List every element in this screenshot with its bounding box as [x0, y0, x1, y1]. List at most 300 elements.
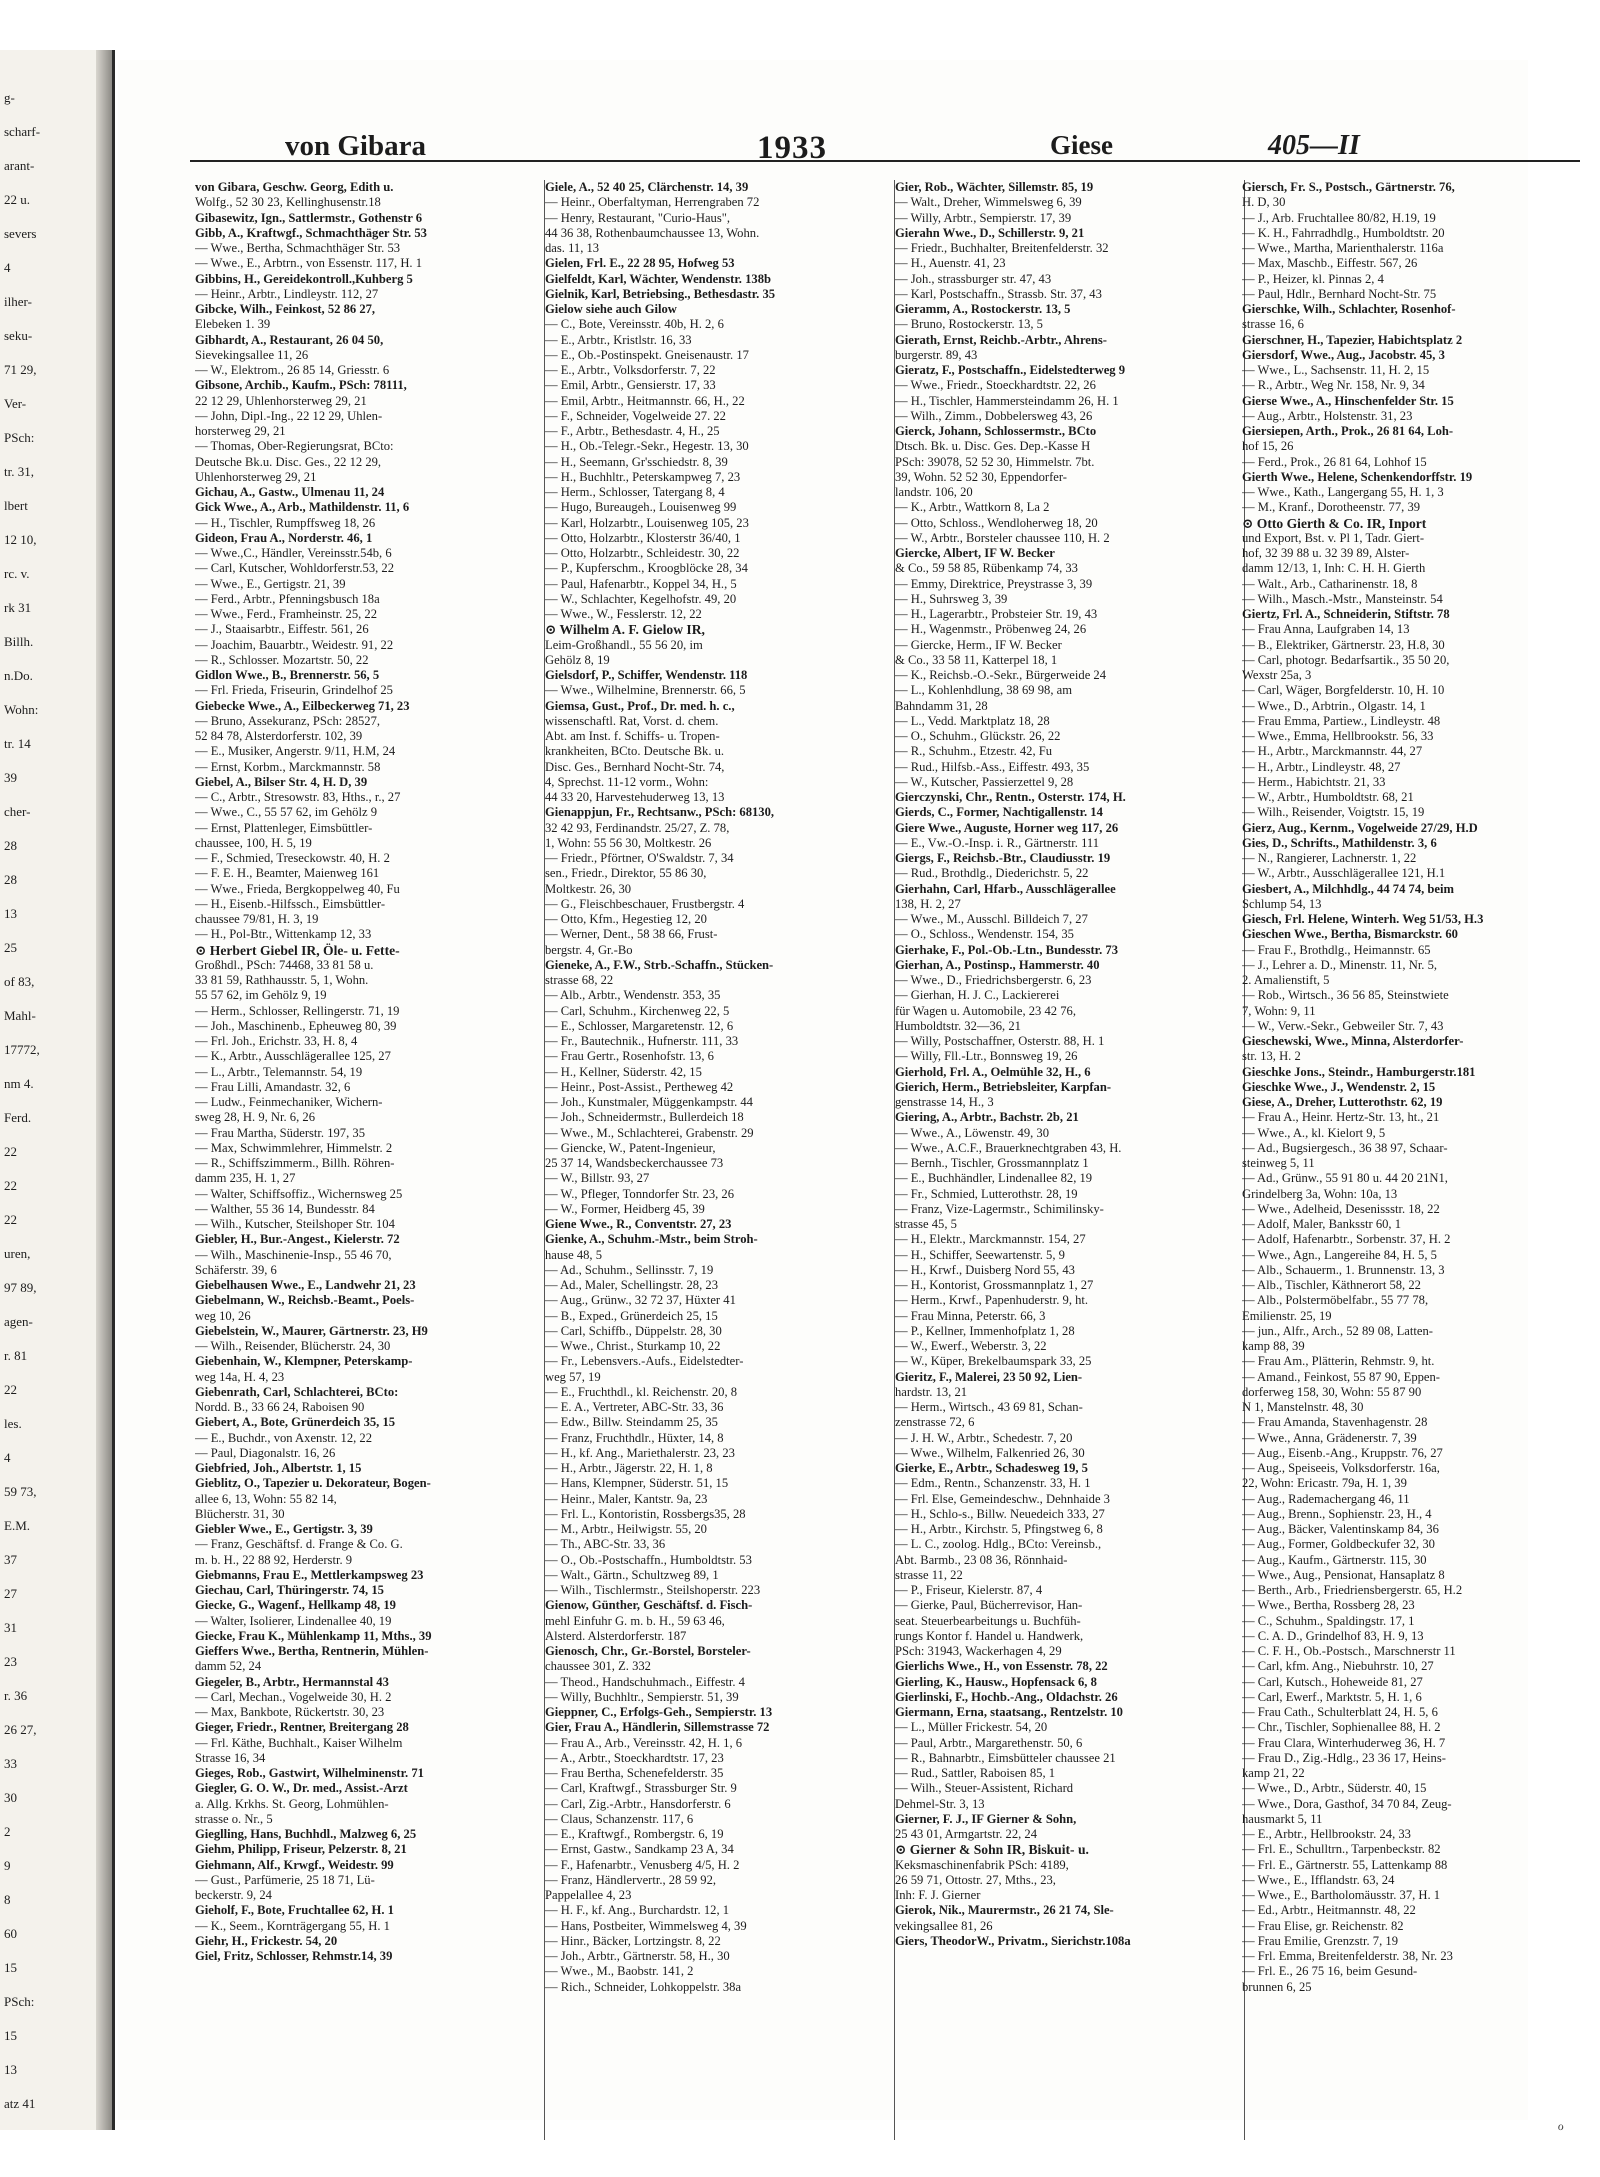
- directory-entry: — R., Schlosser. Mozartstr. 50, 22: [195, 652, 369, 667]
- directory-entry: Gieges, Rob., Gastwirt, Wilhelminenstr. 71: [195, 1766, 424, 1780]
- directory-entry: — W., Kutscher, Passierzettel 9, 28: [895, 774, 1074, 789]
- previous-page-line: 22: [4, 1178, 17, 1193]
- directory-entry: — Frau Minna, Peterstr. 66, 3: [895, 1308, 1046, 1323]
- directory-entry: — Carl, Zig.-Arbtr., Hansdorferstr. 6: [545, 1796, 731, 1811]
- directory-entry: — Aug., Former, Goldbeckufer 32, 30: [1242, 1537, 1435, 1552]
- directory-entry: — Wwe., Friedr., Stoeckhardtstr. 22, 26: [895, 378, 1096, 393]
- directory-entry: kamp 21, 22: [1242, 1766, 1305, 1780]
- directory-entry: — Wilh., Reisender, Blücherstr. 24, 30: [195, 1339, 391, 1353]
- directory-entry: — Rud., Hilfsb.-Ass., Eiffestr. 493, 35: [895, 759, 1090, 774]
- directory-entry: — Franz, Fruchthdlr., Hüxter, 14, 8: [545, 1430, 724, 1445]
- previous-page-line: 30: [4, 1790, 17, 1805]
- directory-entry: — K. H., Fahrradhdlg., Humboldtstr. 20: [1242, 225, 1445, 240]
- directory-entry: — Chr., Tischler, Sophienallee 88, H. 2: [1242, 1720, 1441, 1735]
- directory-entry: — W., Schlachter, Kegelhofstr. 49, 20: [545, 591, 737, 606]
- directory-entry: Gienosch, Chr., Gr.-Borstel, Borsteler-: [545, 1644, 751, 1658]
- directory-entry: — Willy, Arbtr., Sempierstr. 17, 39: [895, 210, 1072, 225]
- directory-entry: — H., Suhrsweg 3, 39: [895, 591, 1008, 606]
- directory-entry: — Berth., Arb., Friedriensbergerstr. 65, H.2: [1242, 1583, 1463, 1597]
- directory-entry: chaussee 301, Z. 332: [545, 1659, 651, 1674]
- directory-entry: 138, H. 2, 27: [895, 896, 961, 911]
- directory-entry: — Joh., Maschinenb., Epheuweg 80, 39: [195, 1018, 397, 1033]
- directory-entry: — Wwe., Martha, Marienthalerstr. 116a: [1242, 241, 1444, 255]
- directory-entry: Gierds, C., Former, Nachtigallenstr. 14: [895, 805, 1103, 820]
- directory-entry: PSch: 39078, 52 52 30, Himmelstr. 7bt.: [895, 454, 1095, 469]
- directory-entry: 26 59 71, Ottostr. 27, Mths., 23,: [895, 1872, 1056, 1887]
- previous-page-line: atz 41: [4, 2096, 36, 2111]
- directory-entry: — Wilh., Maschinenie-Insp., 55 46 70,: [195, 1247, 392, 1262]
- directory-entry: — K., Arbtr., Ausschlägerallee 125, 27: [195, 1049, 391, 1064]
- previous-page-line: 13: [4, 906, 17, 921]
- directory-entry: steinweg 5, 11: [1242, 1156, 1315, 1170]
- directory-entry: — C., Bote, Vereinsstr. 40b, H. 2, 6: [545, 317, 724, 332]
- directory-entry: — J. H. W., Arbtr., Schedestr. 7, 20: [895, 1430, 1073, 1445]
- directory-entry: — Frau F., Brothdlg., Heimannstr. 65: [1242, 942, 1431, 957]
- directory-entry: — Frl. E., Schulltrn., Tarpenbeckstr. 82: [1242, 1842, 1441, 1857]
- directory-entry: — Gierhan, H. J. C., Lackiererei: [895, 988, 1060, 1003]
- directory-entry: — Walter, Schiffsoffiz., Wichernsweg 25: [195, 1186, 403, 1201]
- previous-page-line: 26 27,: [4, 1722, 37, 1737]
- directory-entry: — F. E. H., Beamter, Maienweg 161: [195, 866, 380, 881]
- previous-page-line: r. 36: [4, 1688, 28, 1703]
- previous-page-line: scharf-: [4, 124, 41, 139]
- directory-entry: — H., Arbtr., Kirchstr. 5, Pfingstweg 6, 8: [895, 1522, 1103, 1536]
- directory-entry: Blücherstr. 31, 30: [195, 1506, 285, 1521]
- directory-entry: 22 12 29, Uhlenhorsterweg 29, 21: [195, 393, 367, 408]
- directory-entry: Giersch, Fr. S., Postsch., Gärtnerstr. 76,: [1242, 180, 1455, 194]
- directory-entry: — Willy, Postschaffner, Osterstr. 88, H. 1: [895, 1034, 1105, 1048]
- directory-entry: — Carl, Mechan., Vogelweide 30, H. 2: [195, 1689, 392, 1704]
- directory-entry: — Herm., Krwf., Papenhuderstr. 9, ht.: [895, 1293, 1089, 1308]
- directory-entry: — Aug., Brenn., Sophienstr. 23, H., 4: [1242, 1506, 1432, 1521]
- directory-entry: — Wilh., Steuer-Assistent, Richard: [895, 1781, 1074, 1796]
- directory-entry: — Wwe., Dora, Gasthof, 34 70 84, Zeug-: [1242, 1796, 1452, 1811]
- directory-entry: — W., Arbtr., Borsteler chaussee 110, H. 2: [895, 530, 1110, 545]
- directory-entry: — Aug., Bäcker, Valentinskamp 84, 36: [1242, 1522, 1439, 1536]
- directory-entry: — John, Dipl.-Ing., 22 12 29, Uhlen-: [195, 408, 383, 423]
- directory-entry: — Ernst, Gastw., Sandkamp 23 A, 34: [545, 1842, 734, 1857]
- directory-entry: — Rich., Schneider, Lohkoppelstr. 38a: [545, 1979, 742, 1994]
- directory-entry: Gidlon Wwe., B., Brennerstr. 56, 5: [195, 668, 380, 682]
- directory-entry: Abt. am Inst. f. Schiffs- u. Tropen-: [545, 729, 720, 743]
- directory-entry: — B., Exped., Grünerdeich 25, 15: [545, 1308, 718, 1323]
- directory-entry: — Franz, Geschäftsf. d. Frange & Co. G.: [195, 1537, 403, 1552]
- directory-entry: — Friedr., Buchhalter, Breitenfelderstr. 32: [895, 241, 1109, 255]
- directory-entry: Giehr, H., Frickestr. 54, 20: [195, 1933, 338, 1948]
- directory-entry: — Heinr., Oberfaltyman, Herrengraben 72: [545, 195, 760, 210]
- directory-entry: Gieger, Friedr., Rentner, Breitergang 28: [195, 1720, 409, 1735]
- directory-entry: m. b. H., 22 88 92, Herderstr. 9: [195, 1552, 353, 1567]
- directory-entry: — Wwe., E., Ifflandstr. 63, 24: [1242, 1872, 1395, 1887]
- directory-entry: — Thomas, Ober-Regierungsrat, BCto:: [195, 439, 394, 454]
- directory-entry: — Gust., Parfümerie, 25 18 71, Lü-: [195, 1872, 375, 1887]
- header-page-number: 405—II: [1268, 130, 1360, 161]
- directory-entry: — Wwe., D., Friedrichsbergerstr. 6, 23: [895, 973, 1092, 987]
- directory-entry: — Gierke, Paul, Bücherrevisor, Han-: [895, 1598, 1083, 1613]
- directory-entry: — Hinr., Bäcker, Lortzingstr. 8, 22: [545, 1933, 721, 1948]
- directory-entry: ⊙ Wilhelm A. F. Gielow IR,: [545, 622, 705, 638]
- previous-page-strip: [0, 50, 115, 2130]
- directory-entry: genstrasse 14, H., 3: [895, 1095, 994, 1109]
- directory-entry: — Otto, Holzarbtr., Klosterstr 36/40, 1: [545, 530, 741, 545]
- directory-entry: — Carl, Kraftwgf., Strassburger Str. 9: [545, 1781, 737, 1796]
- previous-page-line: 22: [4, 1144, 17, 1159]
- directory-entry: 44 36 38, Rothenbaumchaussee 13, Wohn.: [545, 225, 760, 240]
- previous-page-line: n.Do.: [4, 668, 33, 683]
- previous-page-line: 71 29,: [4, 362, 37, 377]
- previous-page-line: Wohn:: [4, 702, 39, 717]
- directory-entry: — Herm., Habichtstr. 21, 33: [1242, 774, 1386, 789]
- directory-entry: Giering, A., Arbtr., Bachstr. 2b, 21: [895, 1110, 1079, 1125]
- directory-entry: Giermann, Erna, staatsang., Rentzelstr. 10: [895, 1705, 1123, 1719]
- previous-page-line: 28: [4, 872, 17, 887]
- directory-entry: hause 48, 5: [545, 1247, 603, 1262]
- directory-entry: damm 12/13, 1, Inh: C. H. H. Gierth: [1242, 561, 1426, 576]
- directory-entry: — L., Vedd. Marktplatz 18, 28: [895, 713, 1050, 728]
- directory-entry: — Frau Cath., Schulterblatt 24, H. 5, 6: [1242, 1705, 1438, 1719]
- directory-entry: — P., Kellner, Immenhofplatz 1, 28: [895, 1323, 1075, 1338]
- directory-entry: — Wwe., A.C.F., Brauerknechtgraben 43, H.: [895, 1140, 1122, 1155]
- directory-entry: vekingsallee 81, 26: [895, 1918, 993, 1933]
- previous-page-line: rk 31: [4, 600, 32, 615]
- directory-entry: — Wwe., Frieda, Bergkoppelweg 40, Fu: [195, 881, 400, 896]
- directory-entry: — Wwe., M., Baobstr. 141, 2: [545, 1964, 694, 1979]
- directory-entry: — W., Verw.-Sekr., Gebweiler Str. 7, 43: [1242, 1018, 1444, 1033]
- directory-entry: dorferweg 158, 30, Wohn: 55 87 90: [1242, 1384, 1422, 1399]
- directory-entry: — Wilh., Zimm., Dobbelersweg 43, 26: [895, 408, 1093, 423]
- directory-entry: — H., Tischler, Rumpffsweg 18, 26: [195, 515, 376, 530]
- directory-entry: — Max, Maschb., Eiffestr. 567, 26: [1242, 256, 1418, 271]
- directory-entry: Gick Wwe., A., Arb., Mathildenstr. 11, 6: [195, 500, 410, 515]
- directory-entry: Großhdl., PSch: 74468, 33 81 58 u.: [195, 957, 374, 972]
- directory-entry: — Hans, Klempner, Süderstr. 51, 15: [545, 1476, 729, 1491]
- directory-entry: — Claus, Schanzenstr. 117, 6: [545, 1811, 694, 1826]
- directory-entry: Giere Wwe., Auguste, Horner weg 117, 26: [895, 820, 1119, 835]
- column-1: [195, 180, 540, 1964]
- directory-entry: — Paul, Arbtr., Margarethenstr. 50, 6: [895, 1735, 1083, 1750]
- directory-entry: Abt. Barmb., 23 08 36, Rönnhaid-: [895, 1552, 1068, 1567]
- directory-entry: — H., Elektr., Marckmannstr. 154, 27: [895, 1232, 1086, 1247]
- directory-entry: — Frl. Emma, Breitenfelderstr. 38, Nr. 23: [1242, 1949, 1453, 1963]
- directory-entry: Gier, Frau A., Händlerin, Sillemstrasse 72: [545, 1720, 770, 1735]
- previous-page-line: 15: [4, 2028, 17, 2043]
- directory-entry: Gierok, Nik., Maurermstr., 26 21 74, Sle-: [895, 1903, 1114, 1918]
- directory-entry: — W., Elektrom., 26 85 14, Griesstr. 6: [195, 363, 390, 377]
- directory-entry: Giebelhausen Wwe., E., Landwehr 21, 23: [195, 1278, 416, 1292]
- directory-entry: — Wwe., D., Arbtr., Süderstr. 40, 15: [1242, 1781, 1427, 1796]
- directory-entry: — H. F., kf. Ang., Burchardstr. 12, 1: [545, 1903, 730, 1918]
- directory-entry: — H., Auenstr. 41, 23: [895, 256, 1006, 271]
- directory-entry: — R., Bahnarbtr., Eimsbütteler chaussee 21: [895, 1750, 1116, 1765]
- directory-entry: — P., Kupferschm., Kroogblöcke 28, 34: [545, 561, 748, 576]
- directory-entry: Giese, A., Dreher, Lutterothstr. 62, 19: [1242, 1095, 1443, 1109]
- directory-entry: sweg 28, H. 9, Nr. 6, 26: [195, 1110, 315, 1125]
- directory-entry: ⊙ Gierner & Sohn IR, Biskuit- u.: [895, 1842, 1089, 1858]
- directory-entry: — H., Schlo-s., Billw. Neuedeich 333, 27: [895, 1506, 1105, 1521]
- directory-entry: — W., Arbtr., Humboldtstr. 68, 21: [1242, 790, 1414, 804]
- directory-entry: — K., Arbtr., Wattkorn 8, La 2: [895, 500, 1050, 515]
- directory-entry: — Amand., Feinkost, 55 87 90, Eppen-: [1242, 1369, 1440, 1384]
- directory-entry: Giersiepen, Arth., Prok., 26 81 64, Loh-: [1242, 424, 1454, 438]
- directory-entry: Grindelberg 3a, Wohn: 10a, 13: [1242, 1186, 1398, 1201]
- previous-page-line: Mahl-: [4, 1008, 36, 1023]
- directory-entry: — Carl, Wäger, Borgfelderstr. 10, H. 10: [1242, 683, 1445, 698]
- directory-entry: Gies, D., Schrifts., Mathildenstr. 3, 6: [1242, 835, 1437, 850]
- directory-entry: — R., Arbtr., Weg Nr. 158, Nr. 9, 34: [1242, 378, 1425, 393]
- directory-entry: Giesbert, A., Milchhdlg., 44 74 74, beim: [1242, 881, 1454, 896]
- directory-entry: — Heinr., Maler, Kantstr. 9a, 23: [545, 1491, 708, 1506]
- directory-entry: mehl Einfuhr G. m. b. H., 59 63 46,: [545, 1613, 725, 1628]
- directory-entry: — Aug., Grünw., 32 72 37, Hüxter 41: [545, 1293, 736, 1308]
- directory-entry: — Carl, Schiffb., Düppelstr. 28, 30: [545, 1323, 722, 1338]
- previous-page-line: g-: [4, 90, 15, 105]
- directory-entry: — Wwe., Anna, Grädenerstr. 7, 39: [1242, 1430, 1417, 1445]
- directory-entry: — C. F. H., Ob.-Postsch., Marschnerstr 11: [1242, 1644, 1456, 1658]
- directory-entry: Giebecke Wwe., A., Eilbeckerweg 71, 23: [195, 698, 410, 713]
- directory-entry: landstr. 106, 20: [895, 485, 973, 499]
- directory-entry: — Frl. Joh., Erichstr. 33, H. 8, 4: [195, 1034, 358, 1048]
- directory-entry: — Karl, Postschaffn., Strassb. Str. 37, 43: [895, 286, 1102, 301]
- directory-entry: Gieschewski, Wwe., Minna, Alsterdorfer-: [1242, 1034, 1464, 1048]
- directory-entry: — Paul, Hdlr., Bernhard Nocht-Str. 75: [1242, 286, 1437, 301]
- directory-entry: — Carl, Kutsch., Hoheweide 81, 27: [1242, 1674, 1423, 1689]
- column-3: [895, 180, 1240, 1949]
- directory-entry: Gienow, Günther, Geschäftsf. d. Fisch-: [545, 1598, 753, 1613]
- previous-page-line: 39: [4, 770, 17, 785]
- directory-entry: Gielen, Frl. E., 22 28 95, Hofweg 53: [545, 256, 735, 271]
- directory-entry: — Frau Am., Plätterin, Rehmstr. 9, ht.: [1242, 1354, 1435, 1369]
- directory-entry: Gierlichs Wwe., H., von Essenstr. 78, 22: [895, 1659, 1108, 1674]
- directory-entry: Gielfeldt, Karl, Wächter, Wendenstr. 138b: [545, 271, 771, 286]
- directory-entry: 33 81 59, Rathhausstr. 5, 1, Wohn.: [195, 973, 369, 987]
- directory-entry: — Wwe., M., Ausschl. Billdeich 7, 27: [895, 912, 1088, 926]
- directory-entry: — Wwe., C., 55 57 62, im Gehölz 9: [195, 805, 378, 820]
- directory-entry: Gibbins, H., Gereidekontroll.,Kuhberg 5: [195, 271, 413, 286]
- directory-entry: Gibsone, Archib., Kaufm., PSch: 78111,: [195, 378, 407, 393]
- directory-entry: — Frl. Else, Gemeindeschw., Dehnhaide 3: [895, 1491, 1110, 1506]
- directory-entry: — Henry, Restaurant, "Curio-Haus",: [545, 210, 731, 225]
- previous-page-line: cher-: [4, 804, 31, 819]
- corner-mark: ℴ: [1557, 2119, 1564, 2134]
- directory-entry: 25 37 14, Wandsbeckerchaussee 73: [545, 1156, 724, 1170]
- directory-entry: — Wwe., Agn., Langereihe 84, H. 5, 5: [1242, 1247, 1437, 1262]
- directory-entry: — Joh., Kunstmaler, Müggenkampstr. 44: [545, 1095, 753, 1109]
- directory-entry: Gielnik, Karl, Betriebsing., Bethesdastr. 35: [545, 286, 776, 301]
- directory-entry: — H., Arbtr., Lindleystr. 48, 27: [1242, 759, 1401, 774]
- directory-entry: Gielsdorf, P., Schiffer, Wendenstr. 118: [545, 668, 748, 682]
- directory-entry: Uhlenhorsterweg 29, 21: [195, 469, 317, 484]
- directory-entry: — A., Arbtr., Stoeckhardtstr. 17, 23: [545, 1750, 724, 1765]
- directory-entry: — Ernst, Korbm., Marckmannstr. 58: [195, 759, 381, 774]
- previous-page-line: PSch:: [4, 1994, 35, 2009]
- directory-entry: — Frau Anna, Laufgraben 14, 13: [1242, 622, 1410, 637]
- directory-entry: — C., Arbtr., Stresowstr. 83, Hths., r., 27: [195, 790, 401, 804]
- directory-entry: Disc. Ges., Bernhard Nocht-Str. 74,: [545, 759, 725, 774]
- directory-entry: Gierner, F. J., IF Gierner & Sohn,: [895, 1811, 1077, 1826]
- directory-entry: — Walter, Isolierer, Lindenallee 40, 19: [195, 1613, 392, 1628]
- directory-entry: — Joh., Schneidermstr., Bullerdeich 18: [545, 1110, 744, 1125]
- directory-entry: — Frau D., Zig.-Hdlg., 23 36 17, Heins-: [1242, 1750, 1446, 1765]
- directory-entry: — E., Kraftwgf., Rombergstr. 6, 19: [545, 1827, 724, 1841]
- directory-entry: sen., Friedr., Direktor, 55 86 30,: [545, 866, 707, 881]
- directory-entry: — Wwe., Wilhelmine, Brennerstr. 66, 5: [545, 683, 746, 698]
- directory-entry: — E., Arbtr., Volksdorferstr. 7, 22: [545, 363, 716, 377]
- directory-entry: — Wwe., E., Arbtrn., von Essenstr. 117, H. 1: [195, 256, 423, 271]
- directory-entry: — N., Rangierer, Lachnerstr. 1, 22: [1242, 851, 1417, 865]
- directory-entry: Gehölz 8, 19: [545, 652, 610, 667]
- directory-entry: für Wagen u. Automobile, 23 42 76,: [895, 1003, 1076, 1018]
- directory-entry: — Walt., Arb., Catharinenstr. 18, 8: [1242, 576, 1418, 591]
- previous-page-line: 33: [4, 1756, 17, 1771]
- directory-entry: — Paul, Diagonalstr. 16, 26: [195, 1445, 336, 1460]
- directory-entry: — E., Fruchthdl., kl. Reichenstr. 20, 8: [545, 1384, 738, 1399]
- directory-entry: — Ferd., Arbtr., Pfenningsbusch 18a: [195, 591, 380, 606]
- directory-entry: — Frau Bertha, Schenefelderstr. 35: [545, 1766, 724, 1780]
- directory-entry: Moltkestr. 26, 30: [545, 881, 632, 896]
- directory-entry: — Otto, Kfm., Hegestieg 12, 20: [545, 912, 707, 926]
- directory-entry: — Carl, Kutscher, Wohldorferstr.53, 22: [195, 561, 395, 576]
- directory-entry: — Walt., Gärtn., Schultzweg 89, 1: [545, 1567, 719, 1582]
- directory-entry: — Herm., Wirtsch., 43 69 81, Schan-: [895, 1400, 1083, 1414]
- directory-entry: Giehm, Philipp, Friseur, Pelzerstr. 8, 21: [195, 1842, 407, 1857]
- column-2: [545, 180, 890, 1995]
- directory-entry: — Wwe., Emma, Hellbrookstr. 56, 33: [1242, 729, 1434, 743]
- directory-entry: — Emmy, Direktrice, Preystrasse 3, 39: [895, 576, 1093, 591]
- directory-entry: — B., Elektriker, Gärtnerstr. 23, H.8, 30: [1242, 637, 1445, 652]
- directory-entry: — Carl, Schuhm., Kirchenweg 22, 5: [545, 1003, 730, 1018]
- directory-entry: — E., Vw.-O.-Insp. i. R., Gärtnerstr. 111: [895, 835, 1100, 850]
- directory-entry: — Wwe., Kath., Langergang 55, H. 1, 3: [1242, 485, 1444, 499]
- directory-entry: — H., Tischler, Hammersteindamm 26, H. 1: [895, 393, 1119, 408]
- previous-page-line: of 83,: [4, 974, 35, 989]
- directory-entry: — H., Krwf., Duisberg Nord 55, 43: [895, 1262, 1075, 1277]
- directory-entry: — Franz, Händlervertr., 28 59 92,: [545, 1872, 717, 1887]
- directory-entry: — C., Schuhm., Spaldingstr. 17, 1: [1242, 1613, 1415, 1628]
- previous-page-line: 15: [4, 1960, 17, 1975]
- previous-page-line: Ver-: [4, 396, 27, 411]
- directory-entry: allee 6, 13, Wohn: 55 82 14,: [195, 1491, 337, 1506]
- directory-entry: Giebler Wwe., E., Gertigstr. 3, 39: [195, 1522, 373, 1536]
- directory-entry: — Joh., strassburger str. 47, 43: [895, 271, 1052, 286]
- directory-entry: Bahndamm 31, 28: [895, 698, 988, 713]
- previous-page-line: 8: [4, 1892, 11, 1907]
- previous-page-line: 22 u.: [4, 192, 30, 207]
- previous-page-line: 97 89,: [4, 1280, 37, 1295]
- directory-entry: — H., Eisenb.-Hilfssch., Eimsbüttler-: [195, 896, 386, 911]
- directory-entry: — Frau Amanda, Stavenhagenstr. 28: [1242, 1415, 1428, 1430]
- directory-entry: Gierath, Ernst, Reichb.-Arbtr., Ahrens-: [895, 332, 1107, 347]
- directory-entry: Gierth Wwe., Helene, Schenkendorffstr. 19: [1242, 469, 1473, 484]
- directory-entry: Gieschen Wwe., Bertha, Bismarckstr. 60: [1242, 927, 1458, 942]
- directory-entry: — Otto, Holzarbtr., Schleidestr. 30, 22: [545, 546, 740, 560]
- directory-entry: Dehmel-Str. 3, 13: [895, 1796, 985, 1811]
- directory-entry: — jun., Alfr., Arch., 52 89 08, Latten-: [1242, 1323, 1433, 1338]
- previous-page-line: lbert: [4, 498, 28, 513]
- directory-entry: horsterweg 29, 21: [195, 424, 286, 438]
- directory-entry: — Wilh., Tischlermstr., Steilshoperstr. 223: [545, 1583, 761, 1597]
- directory-entry: — Paul, Hafenarbtr., Koppel 34, H., 5: [545, 576, 737, 591]
- directory-entry: Giecke, G., Wagenf., Hellkamp 48, 19: [195, 1598, 396, 1613]
- directory-entry: — Frau Lilli, Amandastr. 32, 6: [195, 1079, 351, 1094]
- directory-entry: — Max, Bankbote, Rückertstr. 30, 23: [195, 1705, 385, 1719]
- directory-entry: Giertz, Frl. A., Schneiderin, Stiftstr. 78: [1242, 607, 1450, 621]
- directory-entry: — H., Arbtr., Jägerstr. 22, H. 1, 8: [545, 1461, 713, 1475]
- directory-entry: Gieschke Jons., Steindr., Hamburgerstr.181: [1242, 1064, 1476, 1079]
- directory-entry: strasse 68, 22: [545, 973, 614, 987]
- directory-entry: — L., Müller Frickestr. 54, 20: [895, 1720, 1048, 1735]
- directory-entry: — Walt., Dreher, Wimmelsweg 6, 39: [895, 195, 1082, 210]
- directory-entry: Gierhahn, Carl, Hfarb., Ausschlägerallee: [895, 881, 1116, 896]
- directory-entry: — Wwe., Ferd., Framheinstr. 25, 22: [195, 607, 378, 621]
- directory-entry: — Wwe., Adelheid, Desenissstr. 18, 22: [1242, 1201, 1440, 1216]
- directory-entry: Gierhold, Frl. A., Oelmühle 32, H., 6: [895, 1064, 1091, 1079]
- directory-entry: — W., Ewerf., Weberstr. 3, 22: [895, 1339, 1047, 1353]
- directory-entry: — Wwe., M., Schlachterei, Grabenstr. 29: [545, 1125, 754, 1140]
- previous-page-line: tr. 31,: [4, 464, 34, 479]
- previous-page-line: 60: [4, 1926, 17, 1941]
- directory-entry: — W., Arbtr., Ausschlägerallee 121, H.1: [1242, 866, 1446, 881]
- directory-entry: Gienke, A., Schuhm.-Mstr., beim Stroh-: [545, 1232, 758, 1247]
- directory-entry: hof, 32 39 88 u. 32 39 89, Alster-: [1242, 546, 1410, 560]
- directory-entry: 1, Wohn: 55 56 30, Moltkestr. 26: [545, 835, 712, 850]
- directory-entry: Gichau, A., Gastw., Ulmenau 11, 24: [195, 485, 385, 499]
- directory-entry: Gielow siehe auch Gilow: [545, 302, 677, 316]
- directory-entry: — Franz, Vize-Lagermstr., Schimilinsky-: [895, 1201, 1104, 1216]
- directory-entry: — Ad., Bugsiergesch., 36 38 97, Schaar-: [1242, 1140, 1448, 1155]
- directory-entry: Deutsche Bk.u. Disc. Ges., 22 12 29,: [195, 454, 382, 469]
- directory-entry: seat. Steuerbearbeitungs u. Buchfüh-: [895, 1613, 1081, 1628]
- directory-entry: — Wwe.,C., Händler, Vereinsstr.54b, 6: [195, 546, 392, 560]
- directory-entry: Gieritz, F., Malerei, 23 50 92, Lien-: [895, 1369, 1083, 1384]
- previous-page-line: 2: [4, 1824, 11, 1839]
- directory-entry: 25 43 01, Armgartstr. 22, 24: [895, 1827, 1038, 1841]
- directory-entry: Gierling, K., Hausw., Hopfensack 6, 8: [895, 1674, 1097, 1689]
- directory-entry: — H., Buchhltr., Peterskampweg 7, 23: [545, 469, 741, 484]
- directory-entry: — W., Küper, Brekelbaumspark 33, 25: [895, 1354, 1092, 1369]
- directory-entry: — Giercke, Herm., IF W. Becker: [895, 637, 1062, 652]
- directory-entry: — Willy, Buchhltr., Sempierstr. 51, 39: [545, 1689, 739, 1704]
- previous-page-line: Ferd.: [4, 1110, 32, 1125]
- directory-entry: damm 52, 24: [195, 1659, 262, 1674]
- previous-page-line: 4: [4, 260, 11, 275]
- directory-entry: — O., Schuhm., Glückstr. 26, 22: [895, 729, 1061, 743]
- directory-entry: Giebelmann, W., Reichsb.-Beamt., Poels-: [195, 1293, 415, 1308]
- directory-entry: — Adolf, Hafenarbtr., Sorbenstr. 37, H. 2: [1242, 1232, 1451, 1247]
- directory-entry: Gieglling, Hans, Buchhdl., Malzweg 6, 25: [195, 1827, 417, 1841]
- directory-entry: — Otto, Schloss., Wendloherweg 18, 20: [895, 515, 1098, 530]
- directory-entry: — Frl. L., Kontoristin, Rossbergs35, 28: [545, 1506, 746, 1521]
- directory-entry: — Wwe., D., Arbtrin., Olgastr. 14, 1: [1242, 698, 1426, 713]
- directory-entry: — Ad., Maler, Schellingstr. 28, 23: [545, 1278, 718, 1292]
- directory-entry: Giers, TheodorW., Privatm., Sierichstr.108a: [895, 1933, 1131, 1948]
- previous-page-line: 22: [4, 1212, 17, 1227]
- directory-entry: — L., Kohlenhdlung, 38 69 98, am: [895, 683, 1072, 698]
- directory-entry: — H., Ob.-Telegr.-Sekr., Hegestr. 13, 30: [545, 439, 749, 454]
- directory-entry: — Frl. E., Gärtnerstr. 55, Lattenkamp 88: [1242, 1857, 1448, 1872]
- directory-entry: a. Allg. Krkhs. St. Georg, Lohmühlen-: [195, 1796, 389, 1811]
- directory-entry: — Carl, Ewerf., Marktstr. 5, H. 1, 6: [1242, 1689, 1422, 1704]
- directory-entry: — F., Schmied, Treseckowstr. 40, H. 2: [195, 851, 390, 865]
- directory-entry: Giecke, Frau K., Mühlenkamp 11, Mths., 39: [195, 1628, 432, 1643]
- previous-page-line: 23: [4, 1654, 17, 1669]
- directory-entry: & Co., 33 58 11, Katterpel 18, 1: [895, 652, 1058, 667]
- directory-entry: — Ernst, Plattenleger, Eimsbüttler-: [195, 820, 373, 835]
- directory-entry: 22, Wohn: Ericastr. 79a, H. 1, 39: [1242, 1476, 1407, 1491]
- directory-entry: — Frau Emilie, Grenzstr. 7, 19: [1242, 1933, 1398, 1948]
- directory-entry: — Emil, Arbtr., Heitmannstr. 66, H., 22: [545, 393, 745, 408]
- directory-entry: — Ludw., Feinmechaniker, Wichern-: [195, 1095, 383, 1109]
- directory-entry: Gierahn Wwe., D., Schillerstr. 9, 21: [895, 225, 1085, 240]
